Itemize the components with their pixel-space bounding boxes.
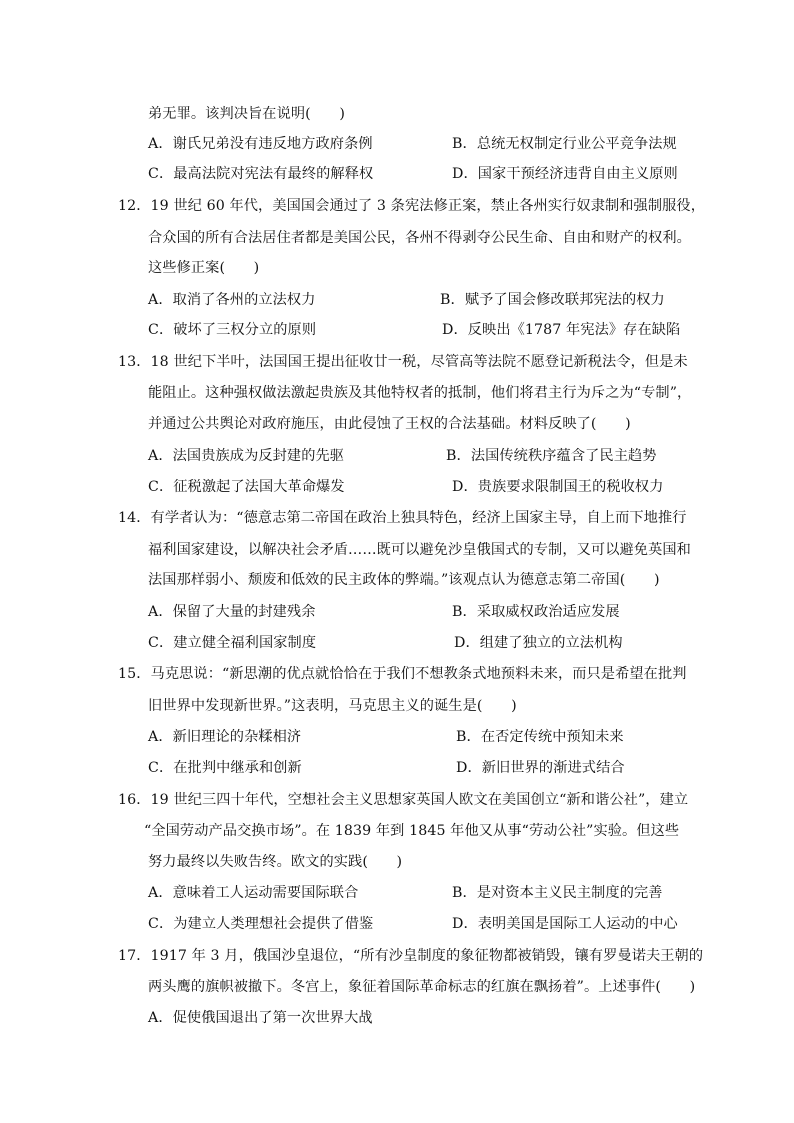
- option-12-c: C．破坏了三权分立的原则: [148, 322, 317, 338]
- option-12-a: A．取消了各州的立法权力: [148, 292, 316, 308]
- option-13-a: A．法国贵族成为反封建的先驱: [148, 448, 345, 464]
- option-15-c: C．在批判中继承和创新: [148, 760, 302, 776]
- option-14-d: D．组建了独立的立法机构: [454, 635, 623, 651]
- question-15-line-2: 旧世界中发现新世界。”这表明，马克思主义的诞生是( ): [148, 698, 517, 714]
- option-14-a: A．保留了大量的封建残余: [148, 604, 316, 620]
- option-15-a: A．新旧理论的杂糅相济: [148, 729, 302, 745]
- question-16-line-2: “全国劳动产品交换市场”。在 1839 年到 1845 年他又从事“劳动公社”实验。但这些: [144, 823, 680, 839]
- option-11-d: D．国家干预经济违背自由主义原则: [452, 166, 678, 182]
- option-13-d: D．贵族要求限制国王的税收权力: [452, 479, 664, 495]
- question-13-line-1: 13．18 世纪下半叶，法国国王提出征收廿一税，尽管高等法院不愿登记新税法令，但是未: [118, 354, 688, 370]
- option-14-b: B．采取威权政治适应发展: [452, 604, 620, 620]
- option-16-c: C．为建立人类理想社会提供了借鉴: [148, 916, 374, 932]
- option-12-d: D．反映出《1787 年宪法》存在缺陷: [442, 322, 681, 338]
- question-15-line-1: 15．马克思说：“新思潮的优点就恰恰在于我们不想教条式地预料未来，而只是希望在批判: [118, 666, 687, 682]
- question-17-line-1: 17．1917 年 3 月，俄国沙皇退位，“所有沙皇制度的象征物都被销毁，镶有罗曼诺夫王朝的: [118, 948, 704, 964]
- question-14-line-3: 法国那样弱小、颓废和低效的民主政体的弊端。”该观点认为德意志第二帝国( ): [148, 572, 660, 588]
- option-13-c: C．征税激起了法国大革命爆发: [148, 479, 345, 495]
- question-16-line-3: 努力最终以失败告终。欧文的实践( ): [148, 854, 403, 870]
- question-12-line-1: 12．19 世纪 60 年代，美国国会通过了 3 条宪法修正案，禁止各州实行奴隶制和强制服役，: [118, 198, 705, 214]
- option-11-b: B．总统无权制定行业公平竞争法规: [452, 136, 677, 152]
- option-15-d: D．新旧世界的渐进式结合: [456, 760, 625, 776]
- option-14-c: C．建立健全福利国家制度: [148, 635, 317, 651]
- question-13-line-2: 能阻止。这种强权做法激起贵族及其他特权者的抵制，他们将君主行为斥之为“专制”，: [148, 385, 692, 401]
- question-17-line-2: 两头鹰的旗帜被撤下。冬宫上，象征着国际革命标志的红旗在飘扬着”。上述事件( ): [148, 979, 696, 995]
- option-16-b: B．是对资本主义民主制度的完善: [452, 885, 663, 901]
- question-11-continuation: 弟无罪。该判决旨在说明( ): [148, 106, 346, 122]
- option-12-b: B．赋予了国会修改联邦宪法的权力: [440, 292, 665, 308]
- question-14-line-2: 福利国家建设，以解决社会矛盾……既可以避免沙皇俄国式的专制，又可以避免英国和: [148, 542, 691, 558]
- question-12-line-3: 这些修正案( ): [148, 260, 260, 276]
- question-16-line-1: 16．19 世纪三四十年代，空想社会主义思想家英国人欧文在美国创立“新和谐公社”，建立: [118, 792, 689, 808]
- option-11-a: A．谢氏兄弟没有违反地方政府条例: [148, 136, 373, 152]
- option-15-b: B．在否定传统中预知未来: [456, 729, 624, 745]
- option-16-d: D．表明美国是国际工人运动的中心: [452, 916, 678, 932]
- option-17-a: A．促使俄国退出了第一次世界大战: [148, 1010, 373, 1026]
- question-13-line-3: 并通过公共舆论对政府施压，由此侵蚀了王权的合法基础。材料反映了( ): [148, 416, 631, 432]
- question-12-line-2: 合众国的所有合法居住者都是美国公民，各州不得剥夺公民生命、自由和财产的权利。: [148, 230, 691, 246]
- option-16-a: A．意味着工人运动需要国际联合: [148, 885, 359, 901]
- option-11-c: C．最高法院对宪法有最终的解释权: [148, 166, 374, 182]
- option-13-b: B．法国传统秩序蕴含了民主趋势: [446, 448, 657, 464]
- question-14-line-1: 14．有学者认为：“德意志第二帝国在政治上独具特色，经济上国家主导，自上而下地推行: [118, 510, 687, 526]
